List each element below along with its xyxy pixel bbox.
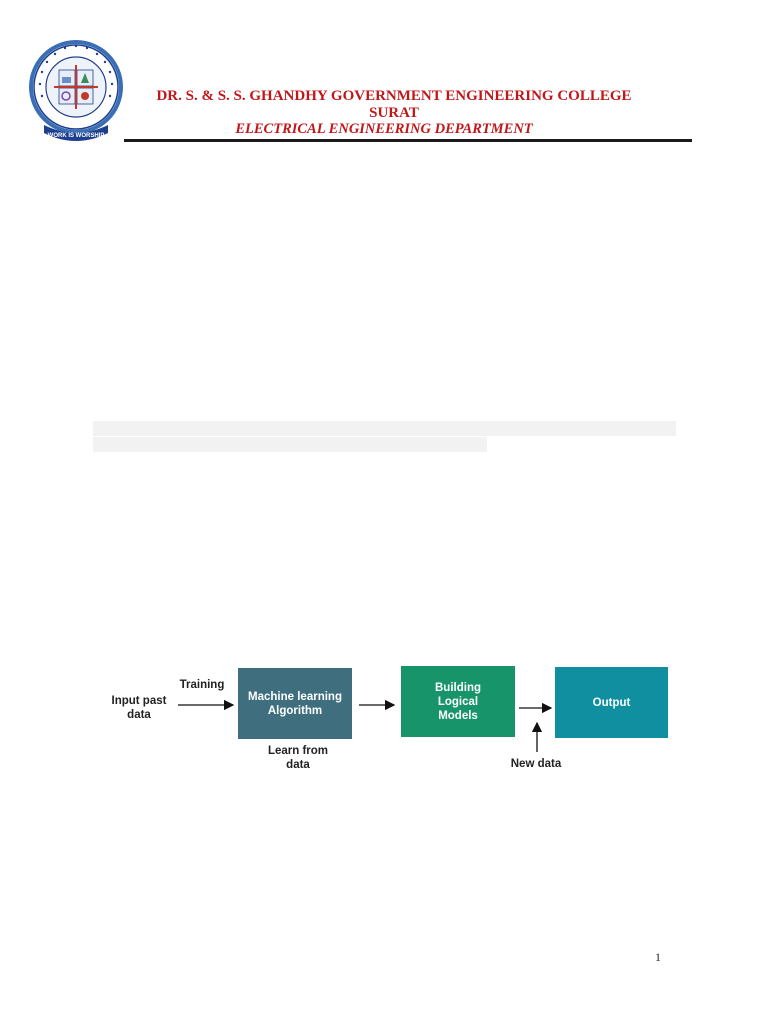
model-box [401, 666, 515, 737]
ml-process-diagram [100, 664, 680, 784]
training-label: Training [179, 679, 225, 691]
college-city: SURAT [369, 105, 419, 121]
learn-from-data-label: Learn from data [267, 745, 329, 771]
header-divider [124, 139, 692, 142]
algorithm-box [238, 668, 352, 739]
algorithm-box-label: Machine learning Algorithm [248, 690, 342, 717]
logo-motto: WORK IS WORSHIP [47, 133, 105, 139]
output-box [555, 667, 668, 738]
input-past-data-label: Input past data [111, 695, 167, 721]
department-name: ELECTRICAL ENGINEERING DEPARTMENT [235, 121, 533, 137]
college-name: DR. S. & S. S. GHANDHY GOVERNMENT ENGINEERING COLLEGE [156, 88, 632, 104]
model-box-label: Building Logical Models [435, 681, 481, 722]
page-number: 1 [655, 950, 661, 964]
output-box-label: Output [592, 696, 631, 709]
new-data-label: New data [510, 758, 562, 770]
highlight-bar [93, 437, 487, 452]
highlight-bar [93, 421, 676, 436]
